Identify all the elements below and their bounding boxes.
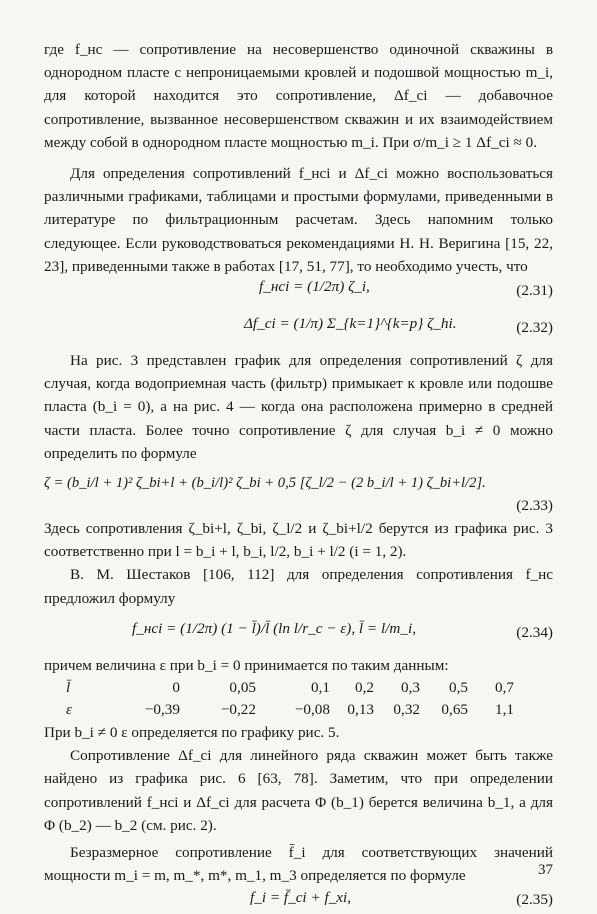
table-cell: −0,39	[144, 701, 180, 719]
equation-2-32-number: (2.32)	[516, 319, 553, 337]
table-cell: −0,22	[220, 701, 256, 719]
table-row-lbar	[44, 677, 553, 699]
table-cell: 0,7	[495, 679, 514, 697]
paragraph-6: причем величина ε при b_i = 0 принимается по таким данным:	[44, 656, 449, 674]
table-cell: 0,32	[393, 701, 420, 719]
paragraph-9: Безразмерное сопротивление f̄_i для соответствующих значений мощности m_i = m, m_*, m*, m_1, m_3 определяется по формуле	[44, 844, 553, 885]
equation-2-31	[44, 278, 553, 305]
paragraph-8: Сопротивление Δf_ci для линейного ряда скважин может быть также найдено из графика рис. 6 [63, 78]. Заметим, что при определении сопротивлений f_нсi и Δf_ci для расчета Φ (b_1) берется величина b_1, а для Φ (b_2) — b_2 (см. рис. 2).	[44, 747, 553, 834]
table-cell: 0,65	[441, 701, 468, 719]
table-cell: 0,13	[347, 701, 374, 719]
equation-2-35	[44, 887, 553, 914]
table-cell: 0,5	[449, 679, 468, 697]
table-cell: 0,2	[355, 679, 374, 697]
equation-2-34-number: (2.34)	[516, 623, 553, 641]
equation-2-35-number: (2.35)	[516, 891, 553, 909]
equation-2-31-number: (2.31)	[516, 282, 553, 300]
table-cell: 0	[172, 679, 180, 697]
paragraph-2: Для определения сопротивлений f_нсi и Δf_ci можно воспользоваться различными графиками, таблицами и простыми формулами, приведенными в литературе по фильтрационным расчетам. Здесь напомним только следующее. Если руководствоваться рекомендациями Н. Н. Веригина [15, 22, 23], приведенными также в работах [17, 51, 77], то необходимо учесть, что	[44, 165, 553, 275]
table-cell: 1,1	[495, 701, 514, 719]
equation-2-32-formula: Δf_ci = (1/π) Σ_{k=1}^{k=p} ζ_hi.	[244, 315, 457, 333]
equation-2-34	[44, 610, 553, 654]
equation-2-32	[44, 305, 553, 349]
paragraph-4: Здесь сопротивления ζ_bi+l, ζ_bi, ζ_l/2 и ζ_bi+l/2 берутся из графика рис. 3 соответственно при l = b_i + l, b_i, l/2, b_i + l/2 (i = 1, 2).	[44, 520, 553, 561]
paragraph-1: где f_нс — сопротивление на несовершенство одиночной скважины в однородном пласте с непроницаемыми кровлей и подошвой мощностью m_i, для которой находится это сопротивление, Δf_ci — добавочное сопротивление, вызванное несовершенством скважин и их взаимодействием между собой в однородном пласте мощностью m_i. При σ/m_i ≥ 1 Δf_ci ≈ 0.	[44, 41, 553, 151]
paragraph-7: При b_i ≠ 0 ε определяется по графику рис. 5.	[44, 724, 340, 742]
table-cell: −0,08	[294, 701, 330, 719]
table-cell: 0,05	[229, 679, 256, 697]
equation-2-33	[44, 465, 553, 517]
equation-2-33-formula: ζ = (b_i/l + 1)² ζ_bi+l + (b_i/l)² ζ_bi + 0,5 [ζ_l/2 − (2 b_i/l + 1) ζ_bi+l/2].	[44, 475, 486, 492]
paragraph-3: На рис. 3 представлен график для определения сопротивлений ζ для случая, когда водоприемная часть (фильтр) примыкает к кровле или подошве пласта (b_i = 0), а на рис. 4 — когда она расположена примерно в средней части пласта. Более точно сопротивление ζ для случая b_i ≠ 0 можно определить по формуле	[44, 352, 553, 462]
paragraph-5: В. М. Шестаков [106, 112] для определения сопротивления f_нс предложил формулу	[44, 566, 553, 607]
table-cell: 0,1	[311, 679, 330, 697]
equation-2-33-number: (2.33)	[516, 497, 553, 515]
equation-2-35-formula: f_i = f̄_ci + f_xi,	[250, 889, 352, 907]
equation-2-31-formula: f_нсi = (1/2π) ζ_i,	[259, 278, 370, 296]
table-cell: 0,3	[401, 679, 420, 697]
table-cell: l̄	[66, 679, 71, 697]
equation-2-34-formula: f_нсi = (1/2π) (1 − l̄)/l̄ (ln l/r_c − ε), l̄ = l/m_i,	[132, 619, 416, 637]
page-number: 37	[538, 862, 553, 878]
table-cell: ε	[66, 701, 72, 719]
table-row-epsilon	[44, 699, 553, 721]
